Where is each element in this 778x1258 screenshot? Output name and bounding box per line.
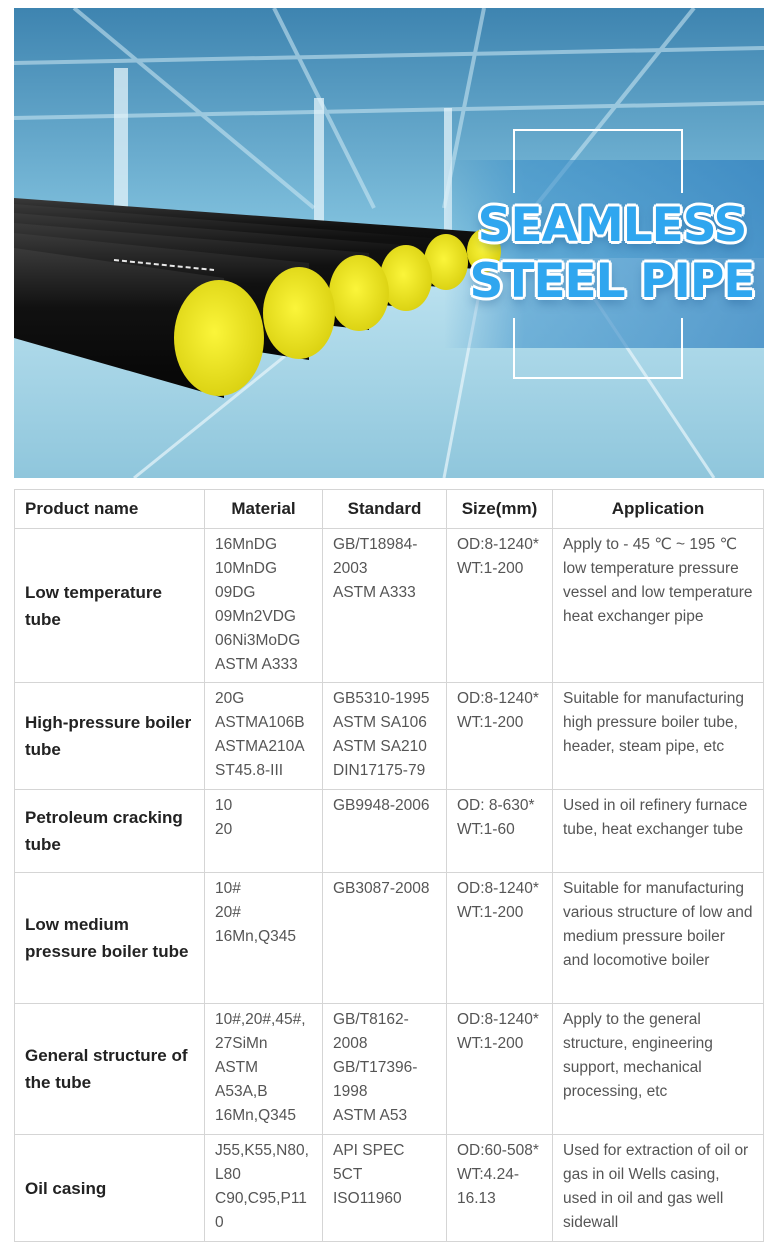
material-cell: 10#,20#,45#, 27SiMn ASTM A53A,B 16Mn,Q345 [205, 1004, 323, 1135]
product-name-cell: Oil casing [15, 1135, 205, 1242]
header-product-name: Product name [15, 490, 205, 529]
table-row [15, 790, 764, 873]
application-cell: Suitable for manufacturing high pressure boiler tube, header, steam pipe, etc [553, 683, 764, 790]
banner-title-line-1: SEAMLESS [477, 198, 747, 253]
product-name-cell: Petroleum cracking tube [15, 790, 205, 873]
size-cell: OD:8-1240* WT:1-200 [447, 873, 553, 1004]
header-standard: Standard [323, 490, 447, 529]
product-name-cell: Low medium pressure boiler tube [15, 873, 205, 1004]
standard-cell: GB5310-1995 ASTM SA106 ASTM SA210 DIN17175-79 [323, 683, 447, 790]
application-cell: Used for extraction of oil or gas in oil Wells casing, used in oil and gas well sidewall [553, 1135, 764, 1242]
standard-cell: GB3087-2008 [323, 873, 447, 1004]
material-cell: 10# 20# 16Mn,Q345 [205, 873, 323, 1004]
table-row [15, 683, 764, 790]
table-row [15, 873, 764, 1004]
header-material: Material [205, 490, 323, 529]
application-cell: Apply to - 45 ℃ ~ 195 ℃ low temperature pressure vessel and low temperature heat exchanger pipe [553, 529, 764, 683]
product-name-cell: Low temperature tube [15, 529, 205, 683]
application-cell: Apply to the general structure, engineering support, mechanical processing, etc [553, 1004, 764, 1135]
product-name-cell: High-pressure boiler tube [15, 683, 205, 790]
table-row [15, 1135, 764, 1242]
product-spec-table [14, 489, 764, 1242]
application-cell: Suitable for manufacturing various structure of low and medium pressure boiler and locomotive boiler [553, 873, 764, 1004]
material-cell: 10 20 [205, 790, 323, 873]
standard-cell: GB/T18984- 2003 ASTM A333 [323, 529, 447, 683]
size-cell: OD:60-508* WT:4.24- 16.13 [447, 1135, 553, 1242]
standard-cell: API SPEC 5CT ISO11960 [323, 1135, 447, 1242]
size-cell: OD: 8-630* WT:1-60 [447, 790, 553, 873]
header-size: Size(mm) [447, 490, 553, 529]
size-cell: OD:8-1240* WT:1-200 [447, 683, 553, 790]
standard-cell: GB9948-2006 [323, 790, 447, 873]
table-row [15, 1004, 764, 1135]
size-cell: OD:8-1240* WT:1-200 [447, 529, 553, 683]
banner-title-line-2: STEEL PIPE [469, 254, 755, 309]
size-cell: OD:8-1240* WT:1-200 [447, 1004, 553, 1135]
application-cell: Used in oil refinery furnace tube, heat exchanger tube [553, 790, 764, 873]
material-cell: 20G ASTMA106B ASTMA210A ST45.8-III [205, 683, 323, 790]
banner-title [462, 198, 762, 310]
product-name-cell: General structure of the tube [15, 1004, 205, 1135]
material-cell: 16MnDG 10MnDG 09DG 09Mn2VDG 06Ni3MoDG ASTM A333 [205, 529, 323, 683]
material-cell: J55,K55,N80, L80 C90,C95,P11 0 [205, 1135, 323, 1242]
header-application: Application [553, 490, 764, 529]
table-row [15, 529, 764, 683]
table-header-row [15, 490, 764, 529]
standard-cell: GB/T8162- 2008 GB/T17396- 1998 ASTM A53 [323, 1004, 447, 1135]
hero-banner [14, 8, 764, 478]
